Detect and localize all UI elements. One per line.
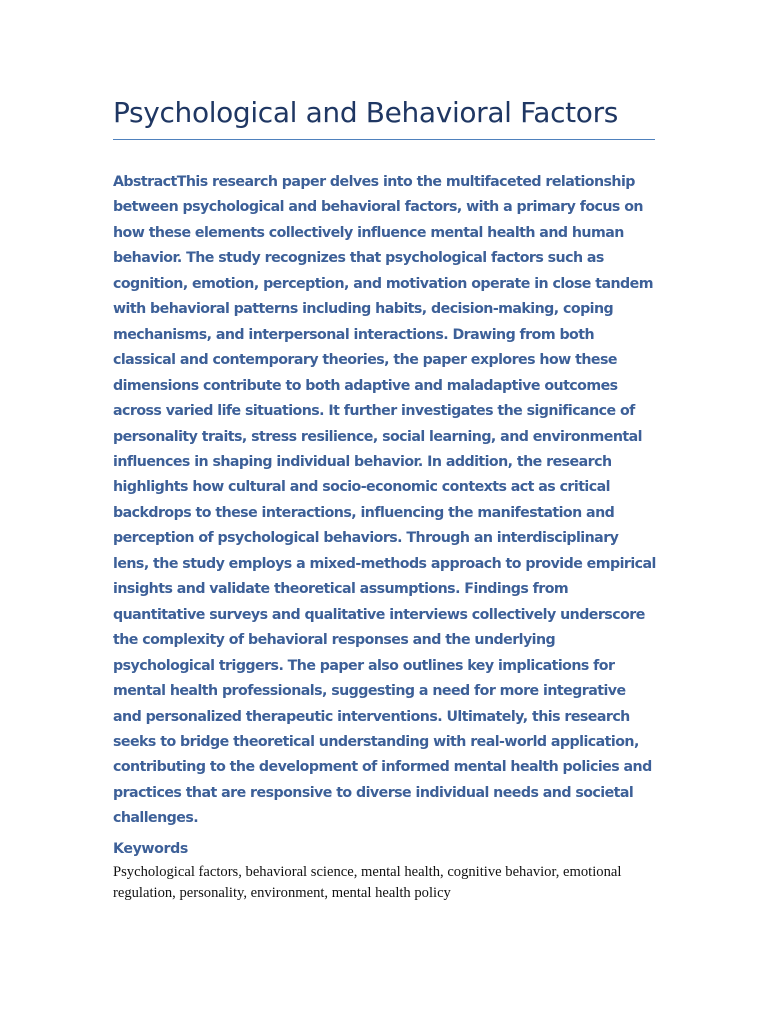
abstract-paragraph: AbstractThis research paper delves into the multifaceted relationship between psychological and behavioral factors, with a primary focus on how these elements collectively influence mental health and human behavior. The study recognizes that psychological factors such as cognition, emotion, perception, and motivation operate in close tandem with behavioral patterns including habits, decision-making, coping mechanisms, and interpersonal interactions. Drawing from both classical and contemporary theories, the paper explores how these dimensions contribute to both adaptive and maladaptive outcomes across varied life situations. It further investigates the significance of personality traits, stress resilience, social learning, and environmental influences in shaping individual behavior. In addition, the research highlights how cultural and socio-economic contexts act as critical backdrops to these interactions, influencing the manifestation and perception of psychological behaviors. Through an interdisciplinary lens, the study employs a mixed-methods approach to provide empirical insights and validate theoretical assumptions. Findings from quantitative surveys and qualitative interviews collectively underscore the complexity of behavioral responses and the underlying psychological triggers. The paper also outlines key implications for mental health professionals, suggesting a need for more integrative and personalized therapeutic interventions. Ultimately, this research seeks to bridge theoretical understanding with real-world application, contributing to the development of informed mental health policies and practices that are responsive to diverse individual needs and societal challenges.	[113, 174, 656, 827]
document-title: Psychological and Behavioral Factors	[113, 96, 618, 129]
keywords-list: Psychological factors, behavioral science, mental health, cognitive behavior, emotional regulation, personality, environment, mental health policy	[113, 864, 622, 901]
keywords-heading: Keywords	[113, 841, 188, 857]
title-divider	[113, 139, 655, 140]
